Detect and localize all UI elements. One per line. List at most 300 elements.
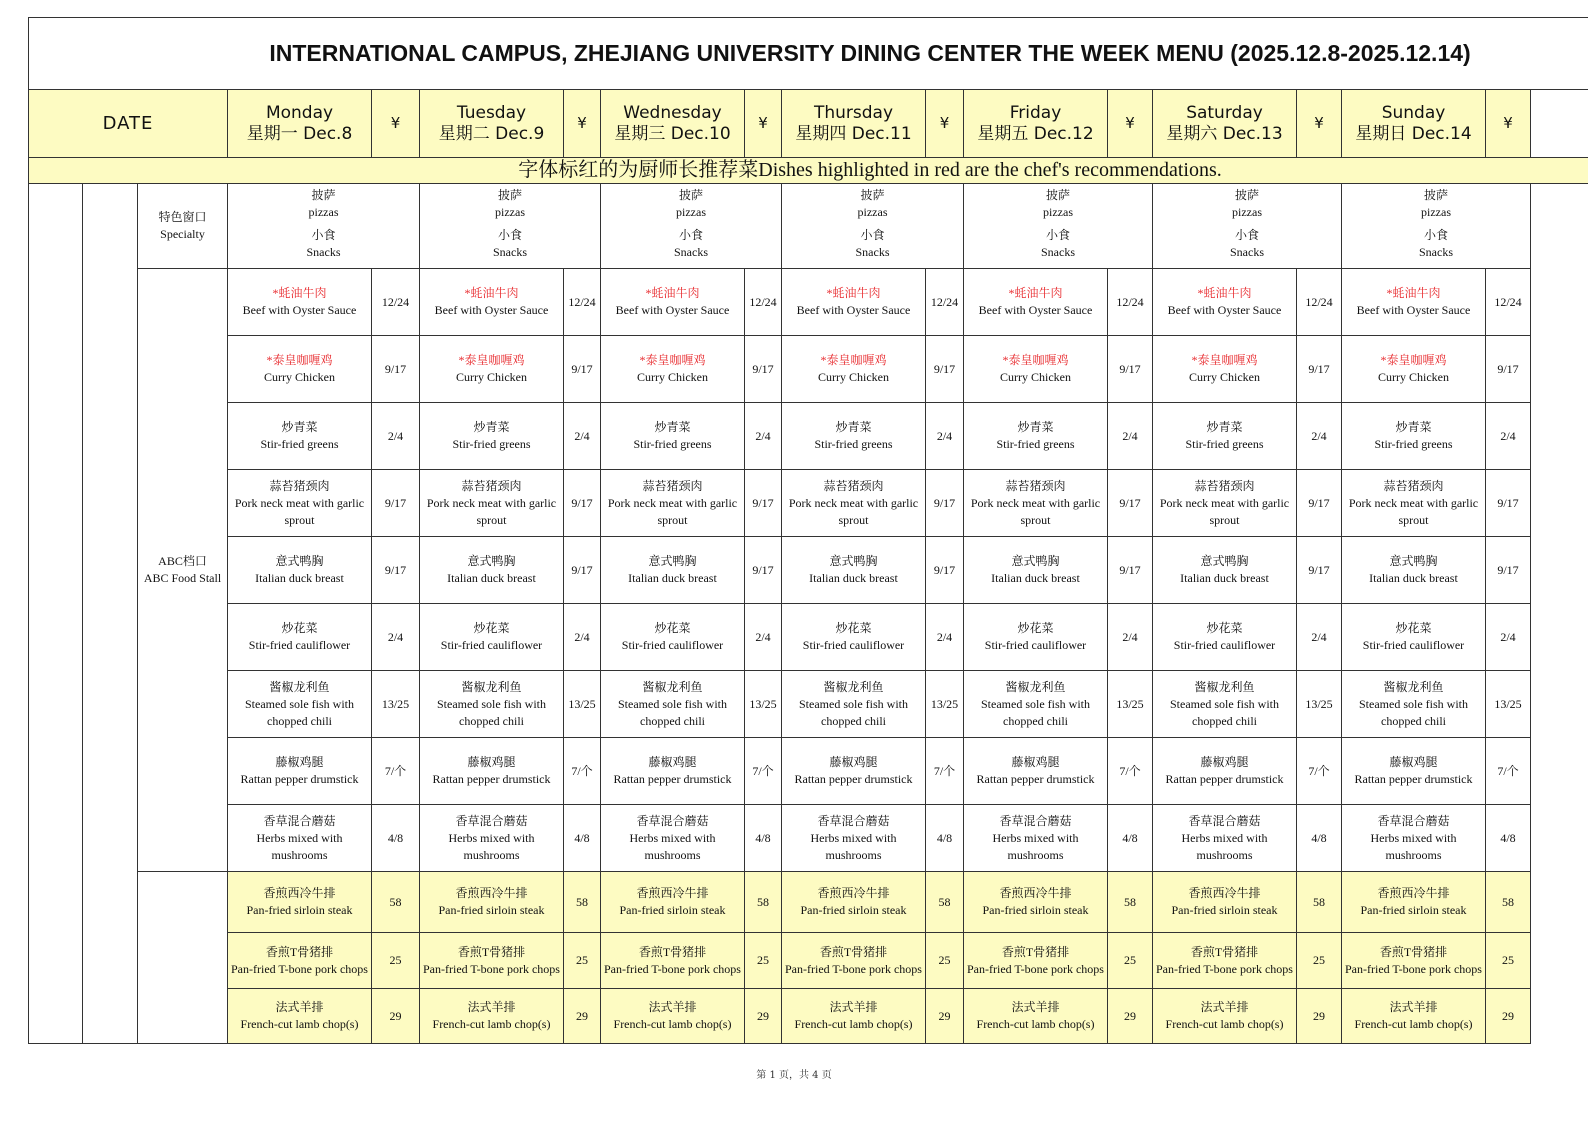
dish-name-en: Curry Chicken xyxy=(264,370,335,384)
dish-name-en: French-cut lamb chop(s) xyxy=(240,1017,359,1031)
dish-name-en: Steamed sole fish with chopped chili xyxy=(437,696,546,728)
dish-price: 9/17 xyxy=(564,537,601,604)
item-name-cn: 小食 xyxy=(1234,228,1259,242)
dish-name-en: Pork neck meat with garlic sprout xyxy=(970,495,1101,527)
dish-name-cn: 香煎T骨猪排 xyxy=(457,944,526,959)
dish-name-en: Italian duck breast xyxy=(1180,571,1269,585)
dish-name-en: Steamed sole fish with chopped chili xyxy=(618,696,727,728)
dish-price: 9/17 xyxy=(745,537,782,604)
dish-price: 4/8 xyxy=(564,805,601,872)
dish-name-cn: 蒜苔猪颈肉 xyxy=(642,478,703,493)
dish-name-cn: 意式鸭胸 xyxy=(1389,554,1438,568)
day-date: Dec.8 xyxy=(303,123,353,144)
western-dish-cell xyxy=(1342,989,1486,1044)
dish-name-cn: 炒花菜 xyxy=(1206,621,1243,635)
dish-price: 9/17 xyxy=(745,336,782,403)
currency-header: ¥ xyxy=(1297,90,1342,158)
dish-name-cn: 藤椒鸡腿 xyxy=(1011,755,1060,769)
dish-name-cn: *蚝油牛肉 xyxy=(272,286,327,300)
item-name-cn: 披萨 xyxy=(678,188,703,202)
dish-price: 9/17 xyxy=(372,537,420,604)
dish-name-en: Italian duck breast xyxy=(809,571,898,585)
dish-name-en: Herbs mixed with mushrooms xyxy=(1181,830,1268,862)
dish-price: 2/4 xyxy=(745,403,782,470)
dish-name-en: Stir-fried cauliflower xyxy=(1173,638,1276,652)
dish-price: 25 xyxy=(564,933,601,989)
dish-price: 4/8 xyxy=(1297,805,1342,872)
dish-price: 12/24 xyxy=(926,269,964,336)
page-footer: 第 1 页，共 4 页 xyxy=(756,1070,832,1081)
dish-price: 2/4 xyxy=(372,604,420,671)
dish-price: 12/24 xyxy=(1486,269,1531,336)
dish-name-en: Rattan pepper drumstick xyxy=(240,772,359,786)
western-dish-cell xyxy=(601,989,745,1044)
dish-cell xyxy=(964,738,1108,805)
dish-cell xyxy=(601,403,745,470)
dish-price: 25 xyxy=(745,933,782,989)
dish-name-en: Pan-fried T-bone pork chops xyxy=(423,961,560,976)
dish-name-cn: 蒜苔猪颈肉 xyxy=(823,478,884,493)
dish-cell xyxy=(964,403,1108,470)
specialty-item xyxy=(782,187,963,221)
dish-name-cn: 香草混合蘑菇 xyxy=(636,813,709,828)
day-name: Saturday xyxy=(1186,102,1263,123)
dish-price: 13/25 xyxy=(1297,671,1342,738)
dish-price: 9/17 xyxy=(564,336,601,403)
day-name: Wednesday xyxy=(623,102,722,123)
dish-cell xyxy=(228,269,372,336)
dish-name-en: Pan-fried sirloin steak xyxy=(619,903,726,917)
dish-price: 29 xyxy=(1108,989,1153,1044)
day-date-line xyxy=(601,124,744,145)
dish-name-en: Beef with Oyster Sauce xyxy=(1356,303,1471,317)
dish-name-cn: 法式羊排 xyxy=(829,1000,878,1014)
western-dish-cell xyxy=(228,989,372,1044)
dish-price: 2/4 xyxy=(372,403,420,470)
specialty-item xyxy=(1342,227,1530,261)
dish-name-cn: 法式羊排 xyxy=(467,1000,516,1014)
dish-name-cn: 香草混合蘑菇 xyxy=(999,813,1072,828)
dish-cell xyxy=(1342,537,1486,604)
dish-name-cn: *蚝油牛肉 xyxy=(645,286,700,300)
dish-price: 7/个 xyxy=(1297,738,1342,805)
western-dish-cell xyxy=(964,989,1108,1044)
dish-name-cn: 法式羊排 xyxy=(1389,1000,1438,1014)
dish-price: 7/个 xyxy=(745,738,782,805)
dish-name-cn: 炒花菜 xyxy=(473,621,510,635)
dish-name-cn: *蚝油牛肉 xyxy=(1197,286,1252,300)
specialty-cell xyxy=(1342,184,1531,269)
dish-name-en: Pork neck meat with garlic sprout xyxy=(1348,495,1479,527)
dish-name-en: Pan-fried sirloin steak xyxy=(246,903,353,917)
category-name-en: Specialty xyxy=(160,227,205,241)
day-name-cn: 星期四 xyxy=(795,123,847,144)
dish-price: 2/4 xyxy=(1108,403,1153,470)
dish-cell xyxy=(782,671,926,738)
dish-price: 2/4 xyxy=(745,604,782,671)
dish-price: 9/17 xyxy=(1108,537,1153,604)
dish-price: 58 xyxy=(745,872,782,933)
item-name-cn: 小食 xyxy=(1423,228,1448,242)
dish-name-cn: *泰皇咖喱鸡 xyxy=(1002,353,1069,367)
dish-name-en: Pan-fried sirloin steak xyxy=(982,903,1089,917)
western-dish-cell xyxy=(782,872,926,933)
dish-cell xyxy=(228,403,372,470)
dish-cell xyxy=(228,738,372,805)
specialty-item xyxy=(228,227,419,261)
dish-name-en: Herbs mixed with mushrooms xyxy=(448,830,535,862)
dish-price: 13/25 xyxy=(1486,671,1531,738)
day-header-tuesday xyxy=(420,90,564,158)
dish-price: 29 xyxy=(564,989,601,1044)
dish-price: 9/17 xyxy=(1486,470,1531,537)
western-dish-cell xyxy=(1153,872,1297,933)
western-dish-cell xyxy=(1153,933,1297,989)
item-name-en: pizzas xyxy=(676,205,706,219)
dish-name-en: Beef with Oyster Sauce xyxy=(242,303,357,317)
dish-name-en: Pan-fried sirloin steak xyxy=(1171,903,1278,917)
dish-name-en: Stir-fried greens xyxy=(452,437,531,451)
day-date: Dec.10 xyxy=(670,123,731,144)
item-name-en: Snacks xyxy=(306,245,341,259)
specialty-item xyxy=(782,227,963,261)
dish-name-en: Curry Chicken xyxy=(1189,370,1260,384)
item-name-cn: 披萨 xyxy=(497,188,522,202)
dish-name-cn: 藤椒鸡腿 xyxy=(829,755,878,769)
currency-header: ¥ xyxy=(1486,90,1531,158)
dish-price: 12/24 xyxy=(745,269,782,336)
dish-cell xyxy=(420,805,564,872)
dish-cell xyxy=(601,336,745,403)
dish-price: 9/17 xyxy=(372,470,420,537)
dish-price: 9/17 xyxy=(1486,537,1531,604)
dish-cell xyxy=(1342,403,1486,470)
dish-price: 13/25 xyxy=(926,671,964,738)
dish-cell xyxy=(601,269,745,336)
western-dish-cell xyxy=(228,872,372,933)
dish-price: 9/17 xyxy=(926,336,964,403)
dish-name-en: Pan-fried T-bone pork chops xyxy=(231,961,368,976)
dish-cell xyxy=(601,805,745,872)
dish-name-en: Beef with Oyster Sauce xyxy=(796,303,911,317)
dish-price: 29 xyxy=(926,989,964,1044)
dish-cell xyxy=(420,738,564,805)
item-name-cn: 披萨 xyxy=(860,188,885,202)
specialty-item xyxy=(1153,227,1341,261)
dish-price: 2/4 xyxy=(564,403,601,470)
day-name-cn: 星期六 xyxy=(1166,123,1218,144)
dish-name-en: French-cut lamb chop(s) xyxy=(613,1017,732,1031)
dish-name-cn: 蒜苔猪颈肉 xyxy=(1194,478,1255,493)
dish-name-cn: 香煎西冷牛排 xyxy=(455,886,528,900)
dish-name-cn: 藤椒鸡腿 xyxy=(1389,755,1438,769)
item-name-en: pizzas xyxy=(1421,205,1451,219)
dish-cell xyxy=(1153,671,1297,738)
dish-price: 9/17 xyxy=(1108,336,1153,403)
dish-name-en: Curry Chicken xyxy=(456,370,527,384)
dish-cell xyxy=(228,470,372,537)
item-name-en: pizzas xyxy=(308,205,339,219)
dish-name-en: Stir-fried greens xyxy=(1185,437,1264,451)
weekly-menu-table xyxy=(28,17,1588,1044)
dish-name-cn: 香煎西冷牛排 xyxy=(1188,886,1261,900)
dish-cell xyxy=(1342,470,1486,537)
dish-price: 58 xyxy=(372,872,420,933)
specialty-item xyxy=(228,187,419,221)
specialty-item xyxy=(601,187,781,221)
dish-cell xyxy=(964,470,1108,537)
item-name-cn: 披萨 xyxy=(1234,188,1259,202)
dish-name-cn: 酱椒龙利鱼 xyxy=(642,679,703,694)
dish-name-en: Pork neck meat with garlic sprout xyxy=(426,495,557,527)
dish-cell xyxy=(601,537,745,604)
day-header-thursday xyxy=(782,90,926,158)
dish-name-cn: *蚝油牛肉 xyxy=(1386,286,1441,300)
dish-name-cn: 香草混合蘑菇 xyxy=(1188,813,1261,828)
dish-name-cn: 香草混合蘑菇 xyxy=(455,813,528,828)
dish-price: 9/17 xyxy=(372,336,420,403)
dish-name-en: Italian duck breast xyxy=(255,571,344,585)
dish-cell xyxy=(782,805,926,872)
day-name: Friday xyxy=(1009,102,1062,123)
dish-name-cn: 香煎T骨猪排 xyxy=(638,944,707,959)
western-dish-cell xyxy=(964,872,1108,933)
dish-name-en: Beef with Oyster Sauce xyxy=(615,303,730,317)
dish-name-cn: 炒青菜 xyxy=(835,420,872,434)
dish-name-en: Stir-fried cauliflower xyxy=(1362,638,1465,652)
dish-cell xyxy=(1153,269,1297,336)
dish-name-en: Stir-fried cauliflower xyxy=(984,638,1087,652)
western-dish-cell xyxy=(601,933,745,989)
date-header: DATE xyxy=(29,90,228,158)
dish-name-en: French-cut lamb chop(s) xyxy=(794,1017,913,1031)
dish-cell xyxy=(420,336,564,403)
western-dish-cell xyxy=(420,872,564,933)
currency-header: ¥ xyxy=(926,90,964,158)
dish-cell xyxy=(1342,738,1486,805)
day-date-line xyxy=(1153,124,1296,145)
dish-price: 58 xyxy=(926,872,964,933)
dish-price: 4/8 xyxy=(745,805,782,872)
dish-name-en: Herbs mixed with mushrooms xyxy=(256,830,343,862)
dish-name-cn: 炒青菜 xyxy=(1395,420,1432,434)
dish-price: 9/17 xyxy=(564,470,601,537)
dish-cell xyxy=(1153,537,1297,604)
dish-cell xyxy=(1153,470,1297,537)
dish-name-en: Herbs mixed with mushrooms xyxy=(1370,830,1457,862)
dish-price: 9/17 xyxy=(1297,537,1342,604)
dish-name-cn: *蚝油牛肉 xyxy=(464,286,519,300)
dish-price: 2/4 xyxy=(1486,403,1531,470)
dish-name-cn: 酱椒龙利鱼 xyxy=(269,679,330,694)
dish-cell xyxy=(1153,738,1297,805)
dish-name-en: Rattan pepper drumstick xyxy=(1354,772,1473,786)
dish-price: 25 xyxy=(1297,933,1342,989)
western-dish-cell xyxy=(1153,989,1297,1044)
menu-sheet xyxy=(28,17,1588,1044)
western-dish-cell xyxy=(420,933,564,989)
dish-name-en: Stir-fried greens xyxy=(996,437,1075,451)
dish-name-cn: *蚝油牛肉 xyxy=(1008,286,1063,300)
dish-name-cn: 蒜苔猪颈肉 xyxy=(1383,478,1444,493)
dish-name-cn: *泰皇咖喱鸡 xyxy=(1191,353,1258,367)
dish-name-en: Stir-fried greens xyxy=(814,437,893,451)
dish-price: 4/8 xyxy=(1486,805,1531,872)
western-dish-cell xyxy=(1342,872,1486,933)
dish-name-cn: *泰皇咖喱鸡 xyxy=(1380,353,1447,367)
dish-name-cn: 香草混合蘑菇 xyxy=(817,813,890,828)
dish-price: 13/25 xyxy=(745,671,782,738)
dish-name-en: French-cut lamb chop(s) xyxy=(976,1017,1095,1031)
dish-price: 12/24 xyxy=(1297,269,1342,336)
category-name-cn: ABC档口 xyxy=(158,554,207,568)
dish-name-cn: 蒜苔猪颈肉 xyxy=(461,478,522,493)
dish-cell xyxy=(964,537,1108,604)
western-dish-cell xyxy=(1342,933,1486,989)
dish-name-cn: 香煎西冷牛排 xyxy=(1377,886,1450,900)
dish-price: 9/17 xyxy=(745,470,782,537)
day-header-monday xyxy=(228,90,372,158)
item-name-en: Snacks xyxy=(1419,245,1453,259)
dish-name-cn: 香煎西冷牛排 xyxy=(817,886,890,900)
day-date-line xyxy=(1342,124,1485,145)
dish-cell xyxy=(1153,604,1297,671)
day-date-line xyxy=(228,124,371,145)
dish-price: 12/24 xyxy=(1108,269,1153,336)
day-date-line xyxy=(782,124,925,145)
dish-price: 4/8 xyxy=(926,805,964,872)
specialty-item xyxy=(420,227,600,261)
dish-price: 29 xyxy=(1486,989,1531,1044)
dish-name-cn: 意式鸭胸 xyxy=(648,554,697,568)
dish-price: 29 xyxy=(372,989,420,1044)
dish-name-en: Stir-fried cauliflower xyxy=(802,638,905,652)
dish-cell xyxy=(782,470,926,537)
dish-name-en: Pan-fried T-bone pork chops xyxy=(967,961,1104,976)
item-name-en: pizzas xyxy=(1043,205,1073,219)
dish-name-en: French-cut lamb chop(s) xyxy=(1354,1017,1473,1031)
dish-name-cn: 香煎T骨猪排 xyxy=(819,944,888,959)
specialty-item xyxy=(420,187,600,221)
dish-price: 2/4 xyxy=(926,403,964,470)
dish-name-cn: 法式羊排 xyxy=(1011,1000,1060,1014)
category-name-cn: 特色窗口 xyxy=(158,210,207,224)
dish-name-en: Rattan pepper drumstick xyxy=(432,772,551,786)
day-date: Dec.9 xyxy=(495,123,545,144)
day-name-cn: 星期三 xyxy=(614,123,666,144)
dish-name-cn: 香草混合蘑菇 xyxy=(1377,813,1450,828)
dish-name-cn: 炒青菜 xyxy=(654,420,691,434)
currency-header: ¥ xyxy=(1108,90,1153,158)
category-name-en: ABC Food Stall xyxy=(143,571,222,585)
item-name-en: Snacks xyxy=(1230,245,1264,259)
item-name-cn: 披萨 xyxy=(1423,188,1448,202)
dish-name-cn: *蚝油牛肉 xyxy=(826,286,881,300)
dish-name-en: Rattan pepper drumstick xyxy=(613,772,732,786)
dish-name-en: Pan-fried T-bone pork chops xyxy=(1345,961,1482,976)
dish-price: 7/个 xyxy=(1486,738,1531,805)
dish-name-cn: 酱椒龙利鱼 xyxy=(1005,679,1066,694)
dish-name-en: Steamed sole fish with chopped chili xyxy=(245,696,354,728)
dish-name-en: Beef with Oyster Sauce xyxy=(978,303,1093,317)
meal-column xyxy=(29,184,83,1044)
day-header-sunday xyxy=(1342,90,1486,158)
dish-price: 12/24 xyxy=(372,269,420,336)
dish-price: 25 xyxy=(1108,933,1153,989)
dish-name-en: Pan-fried T-bone pork chops xyxy=(785,961,922,976)
dish-name-cn: 香煎T骨猪排 xyxy=(1379,944,1448,959)
dish-cell xyxy=(782,604,926,671)
dish-price: 9/17 xyxy=(1297,336,1342,403)
item-name-cn: 小食 xyxy=(860,228,885,242)
dish-cell xyxy=(601,671,745,738)
dish-name-cn: 炒花菜 xyxy=(835,621,872,635)
day-date: Dec.14 xyxy=(1411,123,1472,144)
dish-cell xyxy=(1342,671,1486,738)
dish-price: 13/25 xyxy=(564,671,601,738)
currency-header: ¥ xyxy=(745,90,782,158)
day-header-friday xyxy=(964,90,1108,158)
dish-cell xyxy=(420,269,564,336)
dish-name-en: Italian duck breast xyxy=(991,571,1080,585)
dish-price: 12/24 xyxy=(564,269,601,336)
dish-cell xyxy=(964,336,1108,403)
dish-cell xyxy=(420,470,564,537)
dish-name-en: Stir-fried greens xyxy=(260,437,339,451)
dish-name-en: Curry Chicken xyxy=(1378,370,1449,384)
specialty-cell xyxy=(420,184,601,269)
specialty-item xyxy=(1153,187,1341,221)
dish-price: 7/个 xyxy=(372,738,420,805)
dish-name-en: Pan-fried T-bone pork chops xyxy=(1156,961,1293,976)
item-name-en: pizzas xyxy=(495,205,525,219)
dish-cell xyxy=(964,805,1108,872)
dish-name-en: Steamed sole fish with chopped chili xyxy=(981,696,1090,728)
dish-name-cn: *泰皇咖喱鸡 xyxy=(266,353,333,367)
dish-name-cn: 酱椒龙利鱼 xyxy=(823,679,884,694)
dish-name-en: Pork neck meat with garlic sprout xyxy=(607,495,738,527)
dish-price: 25 xyxy=(372,933,420,989)
dish-name-en: Curry Chicken xyxy=(818,370,889,384)
dish-name-cn: 意式鸭胸 xyxy=(275,554,324,568)
day-name-cn: 星期一 xyxy=(246,123,298,144)
dish-name-cn: 炒青菜 xyxy=(281,420,318,434)
item-name-cn: 小食 xyxy=(497,228,522,242)
dish-price: 13/25 xyxy=(372,671,420,738)
western-dish-cell xyxy=(782,933,926,989)
dish-name-cn: 香煎T骨猪排 xyxy=(1190,944,1259,959)
dish-price: 13/25 xyxy=(1108,671,1153,738)
dish-price: 4/8 xyxy=(372,805,420,872)
day-header-saturday xyxy=(1153,90,1297,158)
dish-cell xyxy=(1342,805,1486,872)
western-dish-cell xyxy=(228,933,372,989)
dish-name-cn: 炒花菜 xyxy=(281,621,318,635)
dish-price: 25 xyxy=(926,933,964,989)
dish-cell xyxy=(782,738,926,805)
dish-name-en: Italian duck breast xyxy=(628,571,717,585)
dish-name-en: Curry Chicken xyxy=(1000,370,1071,384)
dish-cell xyxy=(228,805,372,872)
specialty-cell xyxy=(782,184,964,269)
day-date-line xyxy=(964,124,1107,145)
dish-cell xyxy=(782,403,926,470)
dish-name-cn: *泰皇咖喱鸡 xyxy=(639,353,706,367)
dish-cell xyxy=(964,604,1108,671)
dish-name-en: French-cut lamb chop(s) xyxy=(432,1017,551,1031)
specialty-item xyxy=(601,227,781,261)
dish-name-en: Stir-fried cauliflower xyxy=(440,638,543,652)
